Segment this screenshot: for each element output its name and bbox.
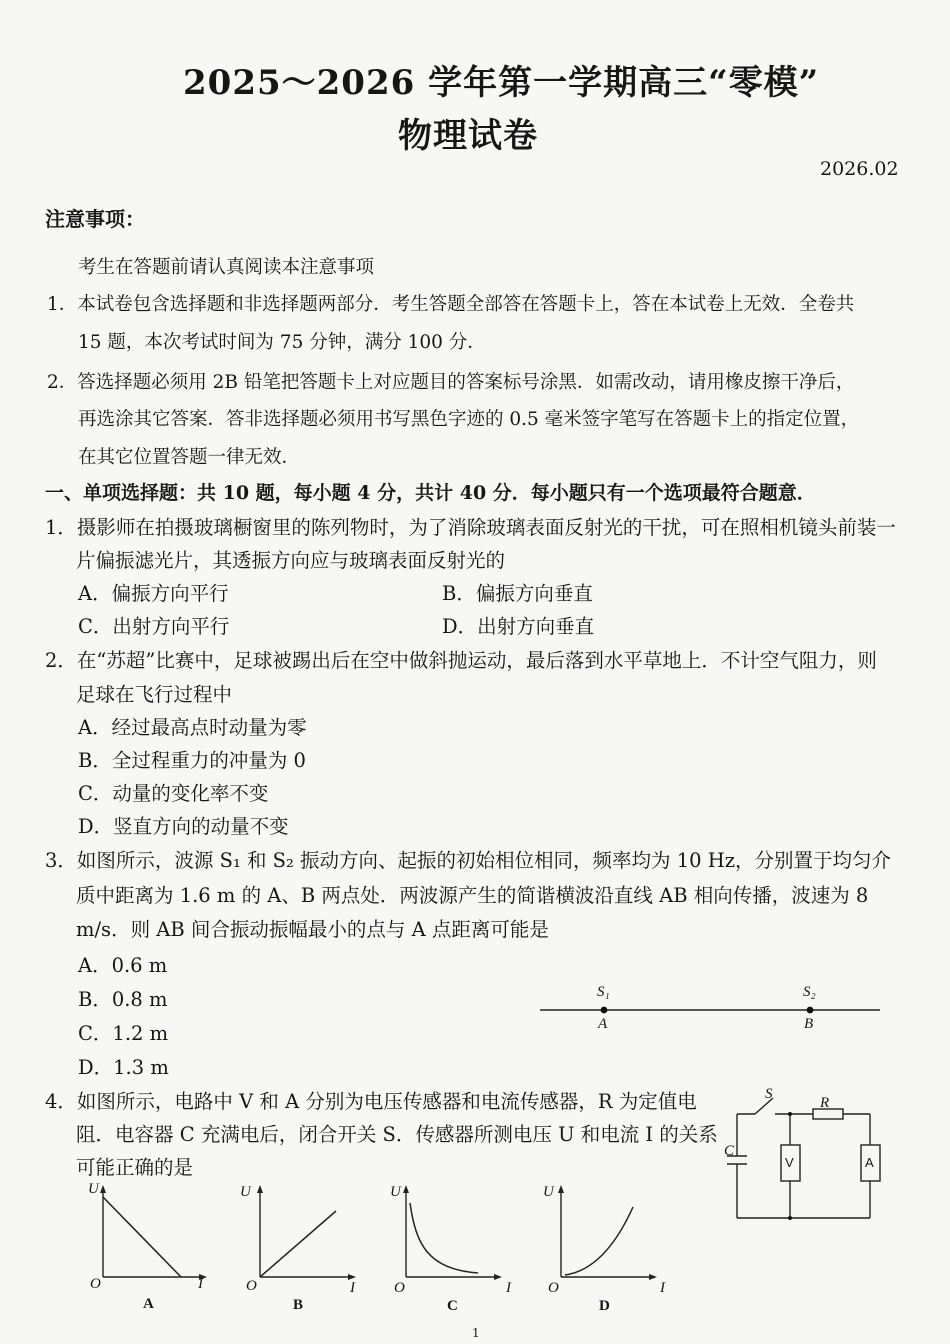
notice-item2-line2: 再选涂其它答案．答非选择题必须用书写黑色字迹的 0.5 毫米签字笔写在答题卡上的指定位置，	[78, 409, 860, 430]
q4-graph-c	[398, 1185, 518, 1285]
q4-line3: 可能正确的是	[76, 1156, 194, 1179]
q3-option-b: B．0.8 m	[78, 988, 168, 1011]
q1-line2: 片偏振滤光片，其透振方向应与玻璃表面反射光的	[76, 549, 506, 572]
q4-circuit-resistor-label: R	[820, 1095, 830, 1111]
q4-graph-b-label: B	[293, 1297, 304, 1313]
exam-title-line2: 物理试卷	[398, 116, 538, 156]
q3-fig-s2: S₂	[803, 984, 816, 1000]
q4-graph-d-u: U	[543, 1184, 554, 1200]
q2-option-a: A．经过最高点时动量为零	[78, 716, 307, 739]
q4-graph-c-label: C	[447, 1298, 458, 1314]
q3-option-d: D．1.3 m	[78, 1056, 169, 1079]
q4-graph-b	[252, 1185, 372, 1285]
q4-graph-d	[553, 1185, 673, 1285]
q4-line1: 4．如图所示，电路中 V 和 A 分别为电压传感器和电流传感器，R 为定值电	[45, 1090, 697, 1113]
q2-line1: 2．在“苏超”比赛中，足球被踢出后在空中做斜抛运动，最后落到水平草地上．不计空气阻力，则	[45, 649, 877, 672]
q3-line1: 3．如图所示，波源 S₁ 和 S₂ 振动方向、起振的初始相位相同，频率均为 10 Hz，分别置于均匀介	[45, 849, 892, 872]
q4-graph-a-i: I	[198, 1276, 203, 1292]
q3-fig-a: A	[598, 1016, 608, 1032]
q2-option-c: C．动量的变化率不变	[78, 782, 269, 805]
page-number: 1	[472, 1326, 480, 1340]
q1-option-c: C．出射方向平行	[78, 615, 230, 638]
q4-circuit-voltmeter-label: V	[785, 1155, 794, 1170]
q3-line2: 质中距离为 1.6 m 的 A、B 两点处．两波源产生的简谐横波沿直线 AB 相向传播，波速为 8	[76, 884, 869, 907]
q3-wave-figure	[540, 980, 890, 1040]
q4-graph-b-u: U	[240, 1184, 251, 1200]
notice-item1-line1: 1．本试卷包含选择题和非选择题两部分．考生答题全部答在答题卡上，答在本试卷上无效．全卷共	[47, 294, 855, 315]
q4-circuit-ammeter-label: A	[865, 1155, 874, 1170]
q2-line2: 足球在飞行过程中	[76, 683, 233, 706]
q1-option-d: D．出射方向垂直	[442, 615, 595, 638]
q1-option-a: A．偏振方向平行	[78, 582, 229, 605]
q4-graph-d-label: D	[599, 1298, 610, 1314]
q4-graph-a-u: U	[88, 1181, 99, 1197]
q4-graph-b-i: I	[350, 1280, 355, 1296]
q4-circuit-capacitor-label: C	[724, 1143, 735, 1159]
q4-graph-d-o: O	[548, 1280, 559, 1296]
q2-option-d: D．竖直方向的动量不变	[78, 815, 289, 838]
notice-item2-line3: 在其它位置答题一律无效．	[78, 447, 301, 468]
notice-heading: 注意事项：	[45, 207, 145, 231]
q2-option-b: B．全过程重力的冲量为 0	[78, 749, 306, 772]
section1-title: 一、单项选择题：共 10 题，每小题 4 分，共计 40 分．每小题只有一个选项最符合题意．	[45, 482, 816, 504]
q4-graph-c-o: O	[394, 1280, 405, 1296]
q3-fig-s1: S₁	[597, 984, 610, 1000]
notice-item1-line2: 15 题，本次考试时间为 75 分钟，满分 100 分．	[78, 332, 486, 353]
q4-graph-b-o: O	[246, 1278, 257, 1294]
q1-line1: 1．摄影师在拍摄玻璃橱窗里的陈列物时，为了消除玻璃表面反射光的干扰，可在照相机镜头前装一	[45, 516, 896, 539]
exam-title-line1: 2025～2026 学年第一学期高三“零模”	[183, 63, 820, 103]
q3-option-c: C．1.2 m	[78, 1022, 169, 1045]
q1-option-b: B．偏振方向垂直	[442, 582, 593, 605]
q3-fig-b: B	[804, 1016, 814, 1032]
notice-intro: 考生在答题前请认真阅读本注意事项	[78, 257, 375, 278]
q4-graph-a-o: O	[90, 1276, 101, 1292]
q4-graph-c-i: I	[506, 1280, 511, 1296]
q3-line3: m/s．则 AB 间合振动振幅最小的点与 A 点距离可能是	[76, 918, 549, 941]
q4-graph-a-label: A	[143, 1296, 154, 1312]
q4-graph-c-u: U	[390, 1184, 401, 1200]
q3-option-a: A．0.6 m	[78, 954, 168, 977]
q4-graph-a	[95, 1185, 215, 1285]
notice-item2-line1: 2．答选择题必须用 2B 铅笔把答题卡上对应题目的答案标号涂黑．如需改动，请用橡皮擦干净后，	[47, 372, 855, 393]
q4-graph-d-i: I	[660, 1280, 665, 1296]
q4-circuit-switch-label: S	[765, 1086, 773, 1102]
exam-date: 2026.02	[820, 158, 899, 180]
q4-line2: 阻．电容器 C 充满电后，闭合开关 S．传感器所测电压 U 和电流 I 的关系	[76, 1123, 718, 1146]
